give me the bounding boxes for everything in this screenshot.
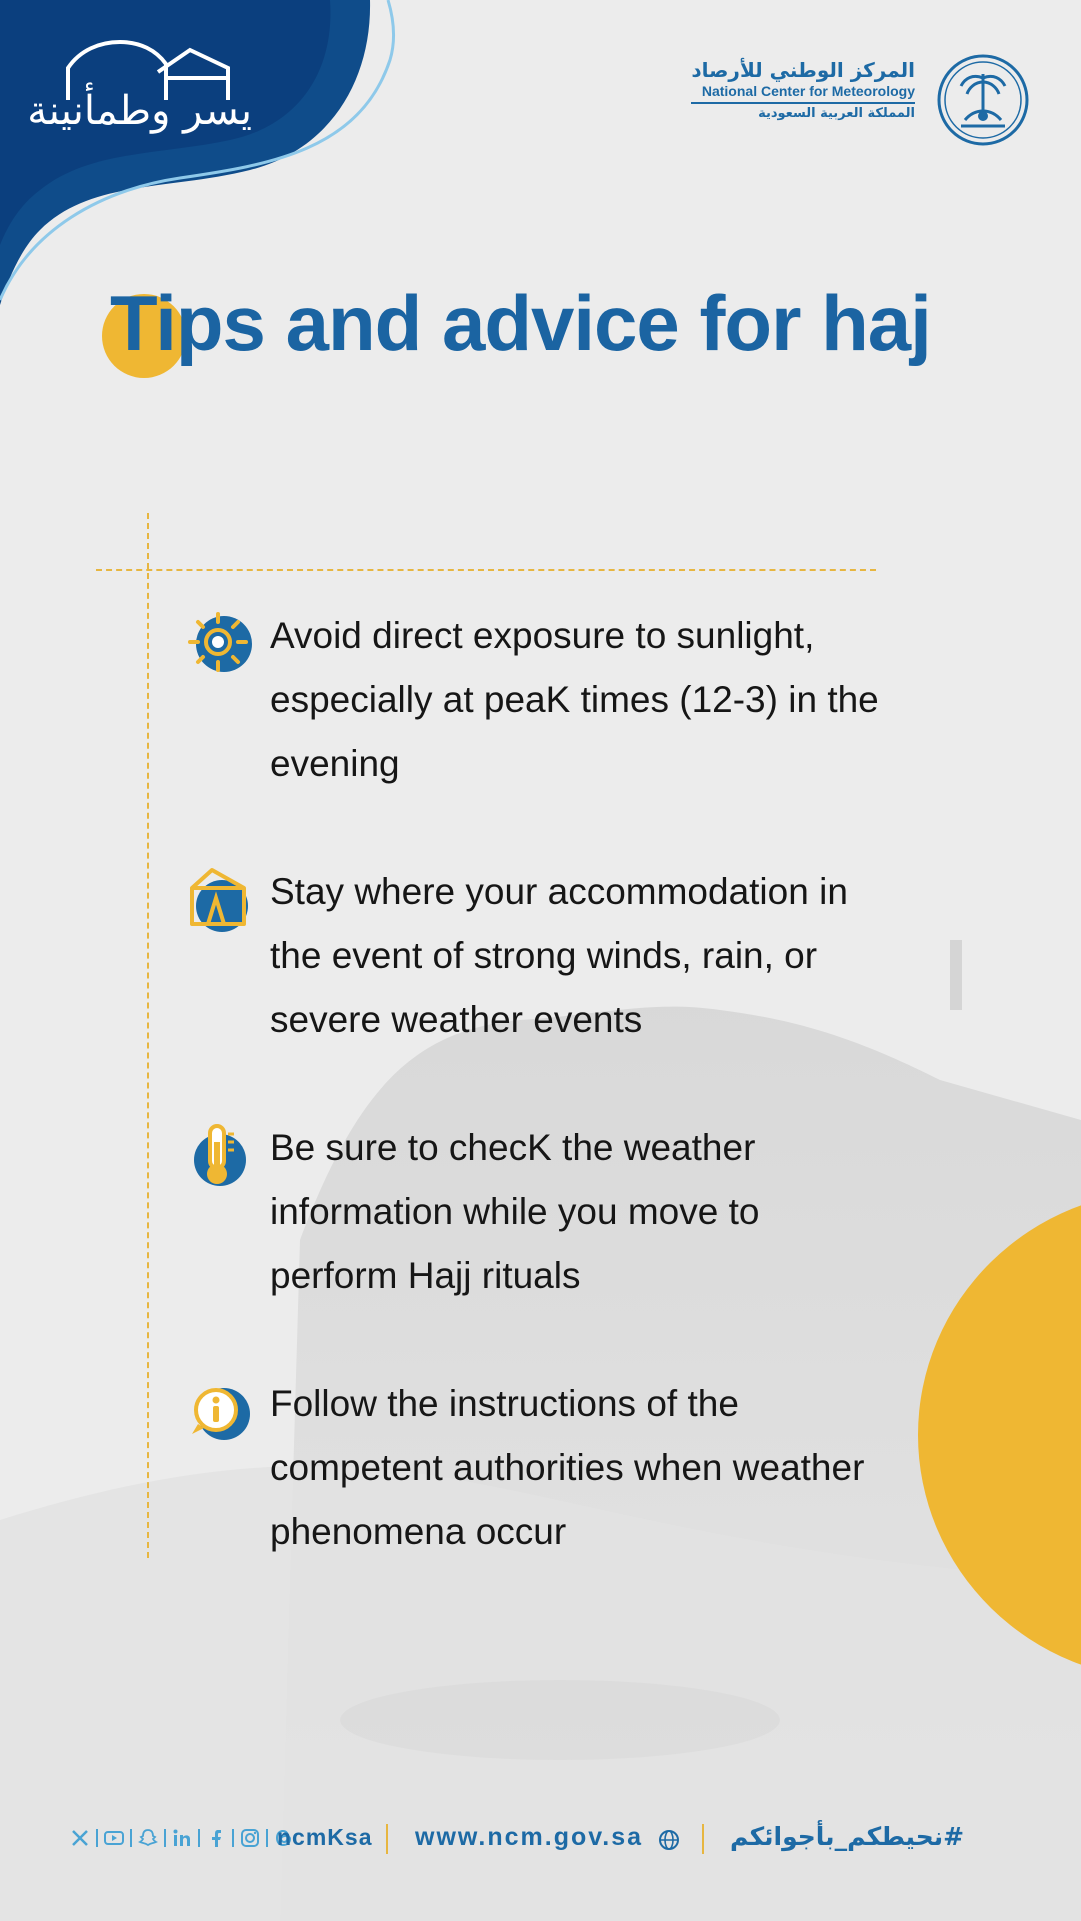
page-title: Tips and advice for haj: [110, 279, 931, 367]
social-icons: [70, 1828, 294, 1848]
x-icon[interactable]: [70, 1828, 90, 1848]
tip-text: Be sure to checK the weather information while you move to perform Hajj rituals: [270, 1127, 760, 1296]
facebook-icon[interactable]: [206, 1828, 226, 1848]
info-icon: [184, 1376, 256, 1448]
snapchat-icon[interactable]: [138, 1828, 158, 1848]
campaign-hashtag: #نحيطكم_بأجوائكم: [730, 1822, 965, 1851]
tip-text: Stay where your accommodation in the event of strong winds, rain, or severe weather events: [270, 871, 848, 1040]
ncm-name-arabic: المركز الوطني للأرصاد: [691, 58, 915, 82]
ncm-name-english: National Center for Meteorology: [691, 82, 915, 104]
footer-bar: [0, 1820, 1081, 1860]
website-link[interactable]: www.ncm.gov.sa: [415, 1823, 644, 1851]
youtube-icon[interactable]: [104, 1828, 124, 1848]
globe-icon: [658, 1829, 680, 1851]
footer-divider: [702, 1824, 704, 1854]
dashed-horizontal-divider: [96, 569, 876, 571]
social-handle[interactable]: ncmKsa: [277, 1824, 373, 1850]
tent-icon: [184, 864, 256, 936]
dashed-vertical-divider: [147, 513, 149, 1558]
country-name-arabic: المملكة العربية السعودية: [758, 106, 915, 121]
instagram-icon[interactable]: [240, 1828, 260, 1848]
footer-divider: [386, 1824, 388, 1854]
thermometer-icon: [184, 1120, 256, 1192]
ncm-wordmark: [691, 58, 915, 124]
tip-text: Avoid direct exposure to sunlight, especially at peaK times (12-3) in the evening: [270, 615, 879, 784]
hajj-slogan: يسر وطمأنينة: [27, 88, 252, 134]
ncm-emblem-icon: [935, 52, 1031, 148]
sun-icon: [184, 608, 256, 680]
linkedin-icon[interactable]: [172, 1828, 192, 1848]
tip-text: Follow the instructions of the competent authorities when weather phenomena occur: [270, 1383, 865, 1552]
